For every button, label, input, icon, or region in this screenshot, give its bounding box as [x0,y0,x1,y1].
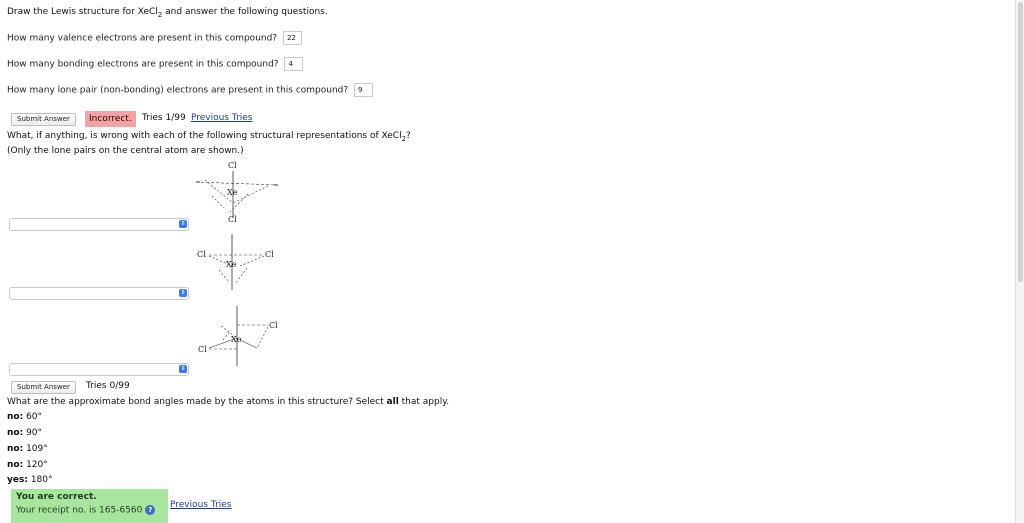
cl-label: Cl [197,250,206,259]
dropdown-arrows-icon: ⇕ [180,289,186,296]
intro-text: Draw the Lewis structure for XeCl$_2$ and answer the following questions. [7,7,328,19]
submit-answer-button[interactable]: Submit Answer [11,113,76,126]
cl-label: Cl [228,215,237,224]
question-label: How many lone pair (non-bonding) electrons are present in this compound? [7,85,349,96]
dropdown-arrows-icon: ⇕ [180,220,186,227]
help-icon[interactable]: ? [145,505,155,515]
xe-label: Xe [226,260,237,269]
page-scrollbar[interactable] [1015,0,1024,523]
previous-tries-link-2[interactable]: Previous Tries [170,500,232,510]
correct-title: You are correct. [16,492,97,502]
cl-label: Cl [265,250,274,259]
structural-question: What, if anything, is wrong with each of the following structural representations of XeCl$_2$? [7,131,411,143]
bond-angle-question: What are the approximate bond angles made by the atoms in this structure? Select all that apply. [7,397,450,407]
tries-count: Tries 1/99 [142,113,186,123]
structure-1-diagram [190,158,290,226]
angle-result-109: no: 109° [7,444,48,454]
lone-pair-answer-field[interactable]: 9 [354,83,373,97]
angle-result-120: no: 120° [7,460,48,470]
angle-result-60: no: 60° [7,412,43,422]
valence-answer-field[interactable]: 22 [283,31,302,45]
question-lone-pair [7,83,373,97]
structure-1-select[interactable] [9,218,189,231]
structure-2-select[interactable] [9,287,189,300]
submit-answer-button-2[interactable]: Submit Answer [11,381,76,394]
tries-count-2: Tries 0/99 [86,381,130,391]
angle-result-90: no: 90° [7,428,43,438]
incorrect-badge: Incorrect. [85,111,136,127]
question-bonding [7,57,303,71]
structure-3-select[interactable] [9,363,189,376]
scrollbar-thumb[interactable] [1018,2,1023,282]
previous-tries-link[interactable]: Previous Tries [191,113,253,123]
structure-2-diagram [195,232,295,294]
xe-label: Xe [227,188,238,197]
angle-result-180: yes: 180° [7,475,53,485]
xe-label: Xe [231,335,242,344]
receipt-text: Your receipt no. is 165-6560 [16,505,143,516]
correct-feedback-box [11,489,168,523]
dropdown-arrows-icon: ⇕ [180,365,186,372]
cl-label: Cl [198,345,207,354]
bonding-answer-field[interactable]: 4 [284,57,303,71]
structure-3-diagram [195,300,295,372]
cl-label: Cl [269,321,278,330]
cl-label: Cl [228,161,237,170]
lone-pair-note: (Only the lone pairs on the central atom are shown.) [7,146,244,156]
question-valence [7,31,302,45]
receipt-line [16,505,163,516]
question-label: How many bonding electrons are present in this compound? [7,59,279,70]
question-label: How many valence electrons are present in this compound? [7,33,278,44]
